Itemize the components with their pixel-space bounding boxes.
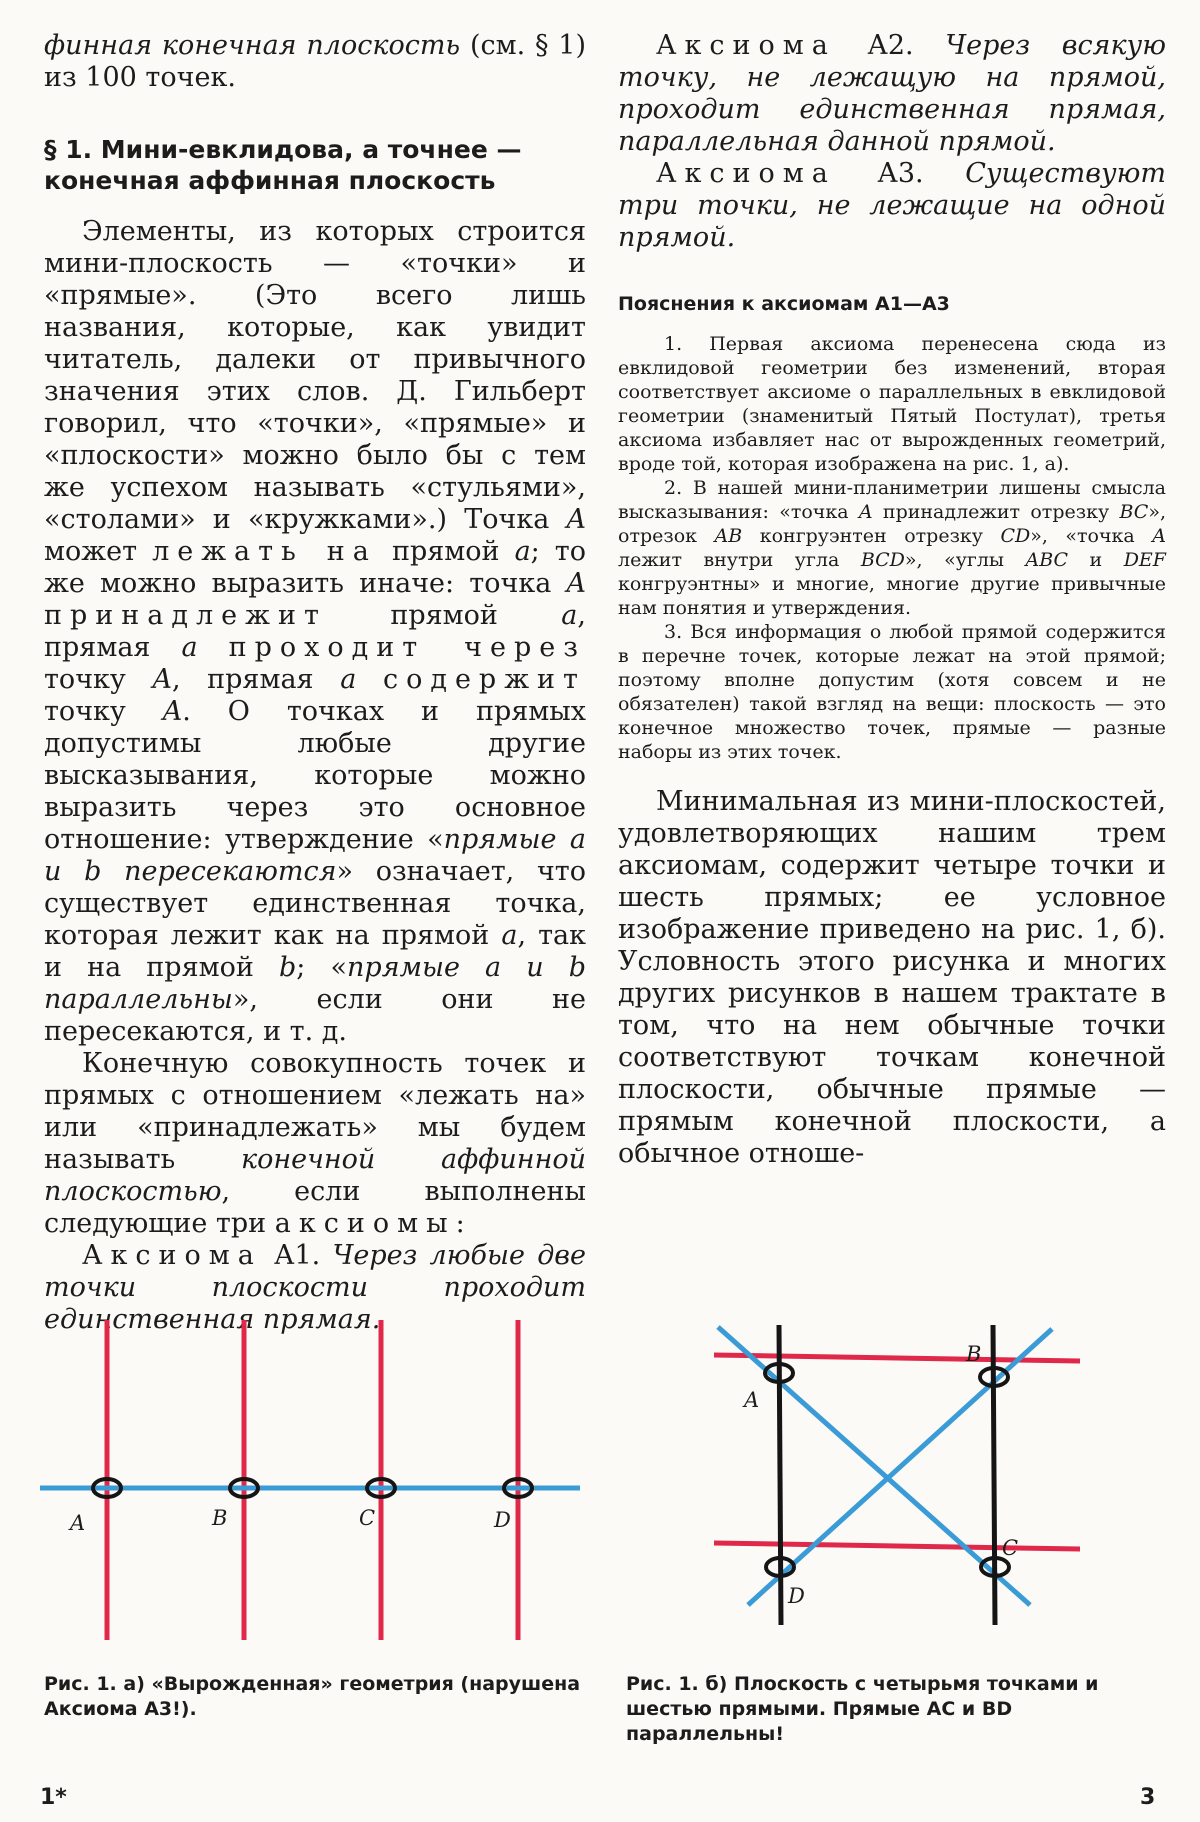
label-b: B bbox=[212, 1506, 228, 1530]
var: DEF bbox=[1123, 549, 1166, 571]
caption-b: Рис. 1. б) Плоскость с четырьмя точками и шестью прямыми. Прямые AC и BD параллельны! bbox=[626, 1673, 1099, 1745]
axiom-code: А1. bbox=[261, 1240, 321, 1271]
text: ; « bbox=[296, 952, 348, 983]
spaced-term: аксиомы bbox=[274, 1208, 456, 1239]
spaced-term: проходит через bbox=[228, 632, 586, 663]
var: b bbox=[278, 952, 297, 983]
axiom-text: Через любые две точки плоскости проходит единственная прямая. bbox=[44, 1240, 586, 1335]
spaced-term: лежать на bbox=[152, 536, 377, 567]
var: BCD bbox=[860, 549, 905, 571]
text: Конечную совокупность точек и прямых с отношением «лежать на» или «принадлежать» мы будем называть bbox=[44, 1048, 586, 1175]
text: , прямая bbox=[44, 600, 586, 663]
text: . О точках и прямых допустимы любые другие высказывания, которые можно выразить через это основное отношение: утверждение « bbox=[44, 696, 586, 855]
section-heading: § 1. Мини-евклидова, а точнее — конечная аффинная плоскость bbox=[44, 135, 522, 195]
spaced-term: принадлежит bbox=[44, 600, 327, 631]
note-3: 3. Вся информация о любой прямой содержится в перечне точек, которые лежат на этой прямой; поэтому вполне допустим (хотя совсем и не обязателен) такой взгляд на вещи: плоскость — это конечное множество точек, прямые — разные наборы из этих точек. bbox=[618, 621, 1166, 763]
page-number: 3 bbox=[1140, 1785, 1156, 1810]
carryover-italic: финная конечная плоскость bbox=[44, 30, 461, 61]
text: Элементы, из которых строится мини-плоскость — «точки» и «прямые». (Это всего лишь названия, которые, как увидит читатель, далеки от привычного значения этих слов. Д. Гильберт говорил, что «точки», «прямые» и «плоскости» можно было бы с тем же успехом называть «стульями», «столами» и «кружками».) Точка bbox=[44, 216, 586, 535]
spaced-term: содержит bbox=[382, 664, 586, 695]
notes-heading: Пояснения к аксиомам А1—А3 bbox=[618, 293, 950, 315]
paragraph-elements bbox=[44, 216, 586, 1048]
carryover-rest: (см. § 1) из 100 точек. bbox=[44, 30, 586, 93]
text bbox=[356, 664, 383, 695]
text: : bbox=[455, 1208, 465, 1239]
axiom-label: Аксиома bbox=[656, 158, 836, 189]
var: A bbox=[566, 504, 586, 535]
var: CD bbox=[1000, 525, 1031, 547]
axiom-label: Аксиома bbox=[656, 30, 836, 61]
text: точку bbox=[44, 664, 153, 695]
var: A bbox=[152, 664, 172, 695]
text: », «точка bbox=[1030, 525, 1153, 547]
vertical-lines bbox=[107, 1320, 518, 1640]
text: может bbox=[44, 536, 153, 567]
italic-phrase: прямые a и b параллельны bbox=[44, 952, 587, 1015]
text: конгруэнтны» и многие, многие другие привычные нам понятия и утверждения. bbox=[618, 573, 1166, 619]
carryover-paragraph bbox=[44, 30, 586, 94]
figure-a bbox=[30, 1310, 590, 1660]
axiom-a3 bbox=[618, 158, 1166, 254]
axiom-text: Существуют три точки, не лежащие на одной прямой. bbox=[618, 158, 1166, 253]
label-d: D bbox=[494, 1508, 511, 1532]
var: A bbox=[162, 696, 183, 727]
text: », если они не пересекаются, и т. д. bbox=[44, 984, 586, 1047]
text: конгруэнтен отрезку bbox=[742, 525, 1001, 547]
text: принадлежит отрезку bbox=[872, 501, 1120, 523]
label-c: C bbox=[359, 1506, 376, 1530]
line-ad bbox=[779, 1325, 781, 1625]
var: BC bbox=[1119, 501, 1149, 523]
figure-b bbox=[700, 1305, 1100, 1635]
right-column bbox=[618, 30, 1166, 1170]
axiom-text: Через всякую точку, не лежащую на прямой, проходит единственная прямая, параллельная данной прямой. bbox=[618, 30, 1166, 157]
var: ABC bbox=[1025, 549, 1069, 571]
text: прямой bbox=[376, 536, 515, 567]
label-a: A bbox=[70, 1511, 86, 1535]
var: a bbox=[561, 600, 578, 631]
text: прямой bbox=[326, 600, 562, 631]
left-column bbox=[44, 30, 586, 1336]
var: a bbox=[340, 664, 357, 695]
text: лежит внутри угла bbox=[618, 549, 861, 571]
var: a bbox=[514, 536, 531, 567]
axiom-code: А3. bbox=[835, 158, 924, 189]
label-a: A bbox=[744, 1388, 760, 1412]
var: a bbox=[181, 632, 198, 663]
var: a bbox=[501, 920, 518, 951]
label-d: D bbox=[788, 1584, 805, 1608]
axiom-label: Аксиома bbox=[82, 1240, 262, 1271]
text: , так и на прямой bbox=[44, 920, 587, 983]
label-b: B bbox=[966, 1342, 982, 1366]
italic-phrase: прямые a и b пересекаются bbox=[44, 824, 586, 887]
text: и bbox=[1068, 549, 1124, 571]
italic-term: конечной аффинной плоскостью bbox=[44, 1144, 586, 1207]
text: , прямая bbox=[171, 664, 341, 695]
label-c: C bbox=[1002, 1536, 1019, 1560]
line-dc bbox=[714, 1543, 1080, 1549]
note-2 bbox=[618, 476, 1166, 620]
signature-mark: 1* bbox=[40, 1785, 67, 1810]
text: 2. В нашей мини-планиметрии лишены смысла высказывания: «точка bbox=[618, 477, 1166, 523]
axiom-a2 bbox=[618, 30, 1166, 158]
var: A bbox=[858, 501, 873, 523]
var: A bbox=[1152, 525, 1166, 547]
caption-a: Рис. 1. а) «Вырожденная» геометрия (нарушена Аксиома А3!). bbox=[44, 1673, 581, 1720]
text: », «углы bbox=[904, 549, 1026, 571]
text: » означает, что существует единственная точка, которая лежит как на прямой bbox=[44, 856, 586, 951]
note-1: 1. Первая аксиома перенесена сюда из евклидовой геометрии без изменений, вторая соответствует аксиоме о параллельных в евклидовой геометрии (знаменитый Пятый Постулат), третья аксиома избавляет нас от вырожденных геометрий, вроде той, которая изображена на рис. 1, а). bbox=[618, 333, 1166, 475]
var: A bbox=[566, 568, 586, 599]
text bbox=[198, 632, 229, 663]
paragraph-definition bbox=[44, 1048, 586, 1240]
text: », отрезок bbox=[618, 501, 1166, 547]
var: AB bbox=[714, 525, 743, 547]
text: , если выполнены следующие три bbox=[44, 1176, 586, 1239]
text: ; то же можно выразить иначе: точка bbox=[44, 536, 587, 599]
paragraph-minimal: Минимальная из мини-плоскостей, удовлетворяющих нашим трем аксиомам, содержит четыре точки и шесть прямых; ее условное изображение приведено на рис. 1, б). Условность этого рисунка и многих других рисунков в нашем трактате в том, что на нем обычные точки соответствуют точкам конечной плоскости, обычные прямые — прямым конечной плоскости, а обычное отноше- bbox=[618, 786, 1166, 1169]
axiom-code: А2. bbox=[835, 30, 914, 61]
text: точку bbox=[44, 696, 163, 727]
